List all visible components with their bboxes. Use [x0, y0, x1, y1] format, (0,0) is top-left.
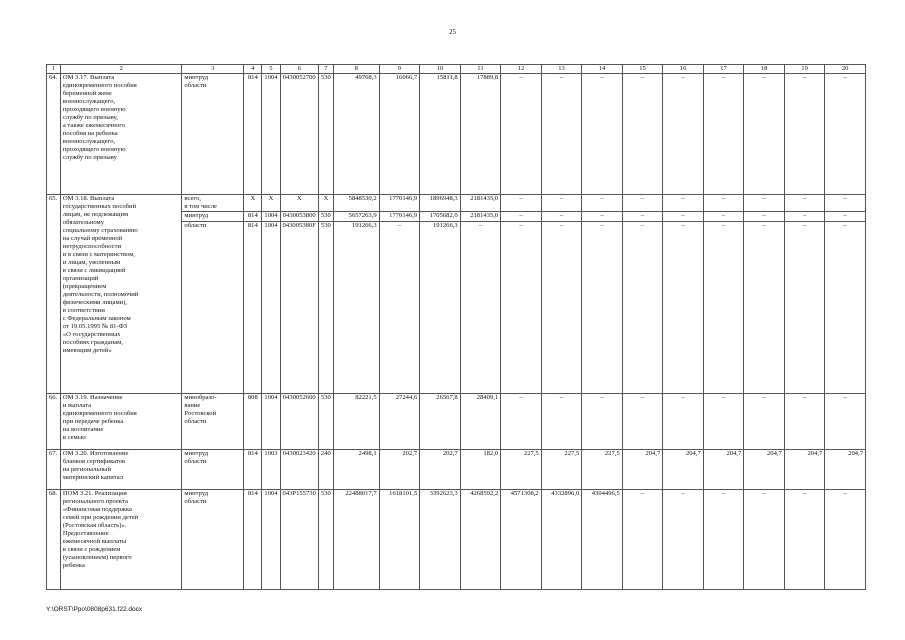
- cell-c7: 530: [318, 74, 333, 195]
- cell-c7: 240: [318, 450, 333, 490]
- cell-c8: 22488017,7: [333, 490, 379, 590]
- cell-c16: –: [663, 195, 704, 212]
- cell-c5: 1004: [262, 490, 280, 590]
- cell-c15: –: [622, 222, 663, 394]
- cell-c6: 0430052700: [280, 74, 318, 195]
- column-number: 6: [280, 65, 318, 74]
- cell-c5: 1004: [262, 222, 280, 394]
- cell-c18: 204,7: [744, 450, 785, 490]
- cell-c13: –: [541, 394, 582, 450]
- cell-c16: –: [663, 490, 704, 590]
- cell-c8: 5848530,2: [333, 195, 379, 212]
- cell-c6: Х: [280, 195, 318, 212]
- cell-c7: 530: [318, 394, 333, 450]
- cell-c14: –: [582, 212, 623, 222]
- cell-c6: 0430052600: [280, 394, 318, 450]
- cell-c8: 5657263,9: [333, 212, 379, 222]
- cell-c10: 1705682,0: [420, 212, 461, 222]
- cell-c17: –: [703, 195, 744, 212]
- cell-c18: –: [744, 212, 785, 222]
- measure-name: ПОМ 3.21. Реализация регионального проекта «Финансовая поддержка семей при рождении детей (Ростовская область)». Предоставление ежемесячной выплаты в связи с рождением (усыновлением) первого ребенка: [60, 490, 182, 590]
- measure-name: ОМ 3.20. Изготовление бланков сертификатов на региональный материнский капитал: [60, 450, 182, 490]
- cell-c20: –: [825, 222, 866, 394]
- page-number: 25: [449, 28, 456, 36]
- measure-name: ОМ 3.19. Назначение и выплата единовременного пособия при передаче ребенка на воспитание в семью: [60, 394, 182, 450]
- cell-c8: 2498,1: [333, 450, 379, 490]
- executor: минтруд области: [182, 450, 244, 490]
- cell-c17: –: [703, 222, 744, 394]
- cell-c4: 814: [244, 490, 262, 590]
- column-number: 10: [420, 65, 461, 74]
- cell-c12: –: [501, 222, 542, 394]
- cell-c14: –: [582, 394, 623, 450]
- cell-c13: –: [541, 74, 582, 195]
- cell-c14: –: [582, 74, 623, 195]
- cell-c9: 27244,6: [379, 394, 420, 450]
- file-path-footer: Y:\ORST\Ppo\0808p631.f22.docx: [46, 606, 143, 613]
- cell-c16: –: [663, 212, 704, 222]
- cell-c19: –: [784, 74, 825, 195]
- cell-c10: 202,7: [420, 450, 461, 490]
- cell-c19: –: [784, 394, 825, 450]
- column-number: 3: [182, 65, 244, 74]
- cell-c5: 1004: [262, 74, 280, 195]
- cell-c10: 191266,3: [420, 222, 461, 394]
- cell-c11: –: [460, 222, 501, 394]
- cell-c4: 814: [244, 222, 262, 394]
- cell-c6: 0430053800: [280, 212, 318, 222]
- cell-c13: 227,5: [541, 450, 582, 490]
- cell-c8: 49768,3: [333, 74, 379, 195]
- cell-c14: –: [582, 195, 623, 212]
- cell-c4: 808: [244, 394, 262, 450]
- cell-c5: 1003: [262, 450, 280, 490]
- row-number: 68.: [47, 490, 61, 590]
- program-table: [46, 64, 866, 590]
- cell-c5: 1004: [262, 212, 280, 222]
- cell-c8: 191266,3: [333, 222, 379, 394]
- cell-c15: 204,7: [622, 450, 663, 490]
- cell-c13: –: [541, 195, 582, 212]
- cell-c18: –: [744, 490, 785, 590]
- executor: минтруд: [182, 212, 244, 222]
- column-number: 12: [501, 65, 542, 74]
- cell-c17: –: [703, 74, 744, 195]
- column-number: 19: [784, 65, 825, 74]
- cell-c16: 204,7: [663, 450, 704, 490]
- cell-c5: 1004: [262, 394, 280, 450]
- cell-c11: 28409,1: [460, 394, 501, 450]
- cell-c14: 227,5: [582, 450, 623, 490]
- column-number: 16: [663, 65, 704, 74]
- cell-c15: –: [622, 212, 663, 222]
- cell-c15: –: [622, 74, 663, 195]
- cell-c15: –: [622, 195, 663, 212]
- column-number: 20: [825, 65, 866, 74]
- cell-c13: –: [541, 212, 582, 222]
- executor: минобразо- вание Ростовской области: [182, 394, 244, 450]
- cell-c20: –: [825, 212, 866, 222]
- measure-name: ОМ 3.18. Выплата государственных пособий лицам, не подлежащим обязательному социальному страхованию на случай временной нетрудоспособности и в связи с материнством, и лицам, уволенным в связи с ликвидацией организаций (прекращением деятельности, полномочий физическими лицами), в соответствии с Федеральным законом от 19.05.1995 № 81-ФЗ «О государственных пособиях гражданам, имеющим детей»: [60, 195, 182, 394]
- cell-c9: 1770146,9: [379, 195, 420, 212]
- cell-c12: 227,5: [501, 450, 542, 490]
- cell-c9: –: [379, 222, 420, 394]
- column-number: 1: [47, 65, 61, 74]
- cell-c14: 4304496,5: [582, 490, 623, 590]
- table-row: [47, 74, 866, 195]
- column-number: 15: [622, 65, 663, 74]
- column-number: 18: [744, 65, 785, 74]
- cell-c17: –: [703, 490, 744, 590]
- cell-c16: –: [663, 222, 704, 394]
- executor: области: [182, 222, 244, 394]
- cell-c7: Х: [318, 195, 333, 212]
- executor: минтруд области: [182, 490, 244, 590]
- cell-c17: 204,7: [703, 450, 744, 490]
- cell-c7: 530: [318, 490, 333, 590]
- cell-c9: 1770146,9: [379, 212, 420, 222]
- cell-c11: 2181435,0: [460, 195, 501, 212]
- cell-c11: 17889,8: [460, 74, 501, 195]
- column-number: 14: [582, 65, 623, 74]
- cell-c12: 4571308,2: [501, 490, 542, 590]
- cell-c13: –: [541, 222, 582, 394]
- cell-c11: 182,0: [460, 450, 501, 490]
- column-number-row: [47, 65, 866, 74]
- cell-c19: –: [784, 222, 825, 394]
- cell-c9: 202,7: [379, 450, 420, 490]
- table-row: [47, 394, 866, 450]
- cell-c19: 204,7: [784, 450, 825, 490]
- cell-c13: 4332896,0: [541, 490, 582, 590]
- cell-c12: –: [501, 195, 542, 212]
- table-row: [47, 195, 866, 212]
- cell-c20: –: [825, 490, 866, 590]
- cell-c20: 204,7: [825, 450, 866, 490]
- cell-c19: –: [784, 490, 825, 590]
- cell-c10: 26567,8: [420, 394, 461, 450]
- cell-c20: –: [825, 74, 866, 195]
- cell-c4: 814: [244, 74, 262, 195]
- cell-c18: –: [744, 222, 785, 394]
- cell-c11: 2181435,0: [460, 212, 501, 222]
- cell-c20: –: [825, 195, 866, 212]
- cell-c4: 814: [244, 212, 262, 222]
- cell-c17: –: [703, 394, 744, 450]
- cell-c6: 043005380F: [280, 222, 318, 394]
- cell-c12: –: [501, 394, 542, 450]
- cell-c19: –: [784, 212, 825, 222]
- column-number: 7: [318, 65, 333, 74]
- cell-c18: –: [744, 74, 785, 195]
- table-row: [47, 450, 866, 490]
- cell-c4: 814: [244, 450, 262, 490]
- cell-c19: –: [784, 195, 825, 212]
- table-row: [47, 490, 866, 590]
- cell-c7: 530: [318, 222, 333, 394]
- cell-c18: –: [744, 394, 785, 450]
- column-number: 4: [244, 65, 262, 74]
- measure-name: ОМ 3.17. Выплата единовременного пособия беременной жене военнослужащего, проходящего военную службу по призыву, а также ежемесячного пособия на ребенка военнослужащего, проходящего военную службу по призыву: [60, 74, 182, 195]
- cell-c12: –: [501, 212, 542, 222]
- cell-c17: –: [703, 212, 744, 222]
- cell-c6: 0430023420: [280, 450, 318, 490]
- row-number: 65.: [47, 195, 61, 394]
- executor: всего, в том числе: [182, 195, 244, 212]
- column-number: 9: [379, 65, 420, 74]
- cell-c18: –: [744, 195, 785, 212]
- column-number: 8: [333, 65, 379, 74]
- column-number: 2: [60, 65, 182, 74]
- cell-c6: 043P155730: [280, 490, 318, 590]
- row-number: 66.: [47, 394, 61, 450]
- cell-c10: 1896948,3: [420, 195, 461, 212]
- cell-c10: 3392623,3: [420, 490, 461, 590]
- column-number: 13: [541, 65, 582, 74]
- cell-c8: 82221,5: [333, 394, 379, 450]
- column-number: 17: [703, 65, 744, 74]
- cell-c9: 16066,7: [379, 74, 420, 195]
- cell-c16: –: [663, 394, 704, 450]
- cell-c20: –: [825, 394, 866, 450]
- cell-c10: 15811,8: [420, 74, 461, 195]
- cell-c7: 530: [318, 212, 333, 222]
- cell-c5: Х: [262, 195, 280, 212]
- cell-c9: 1618101,5: [379, 490, 420, 590]
- column-number: 11: [460, 65, 501, 74]
- executor: минтруд области: [182, 74, 244, 195]
- cell-c16: –: [663, 74, 704, 195]
- cell-c4: Х: [244, 195, 262, 212]
- row-number: 67.: [47, 450, 61, 490]
- column-number: 5: [262, 65, 280, 74]
- cell-c15: –: [622, 490, 663, 590]
- cell-c14: –: [582, 222, 623, 394]
- row-number: 64.: [47, 74, 61, 195]
- cell-c11: 4268592,2: [460, 490, 501, 590]
- cell-c15: –: [622, 394, 663, 450]
- cell-c12: –: [501, 74, 542, 195]
